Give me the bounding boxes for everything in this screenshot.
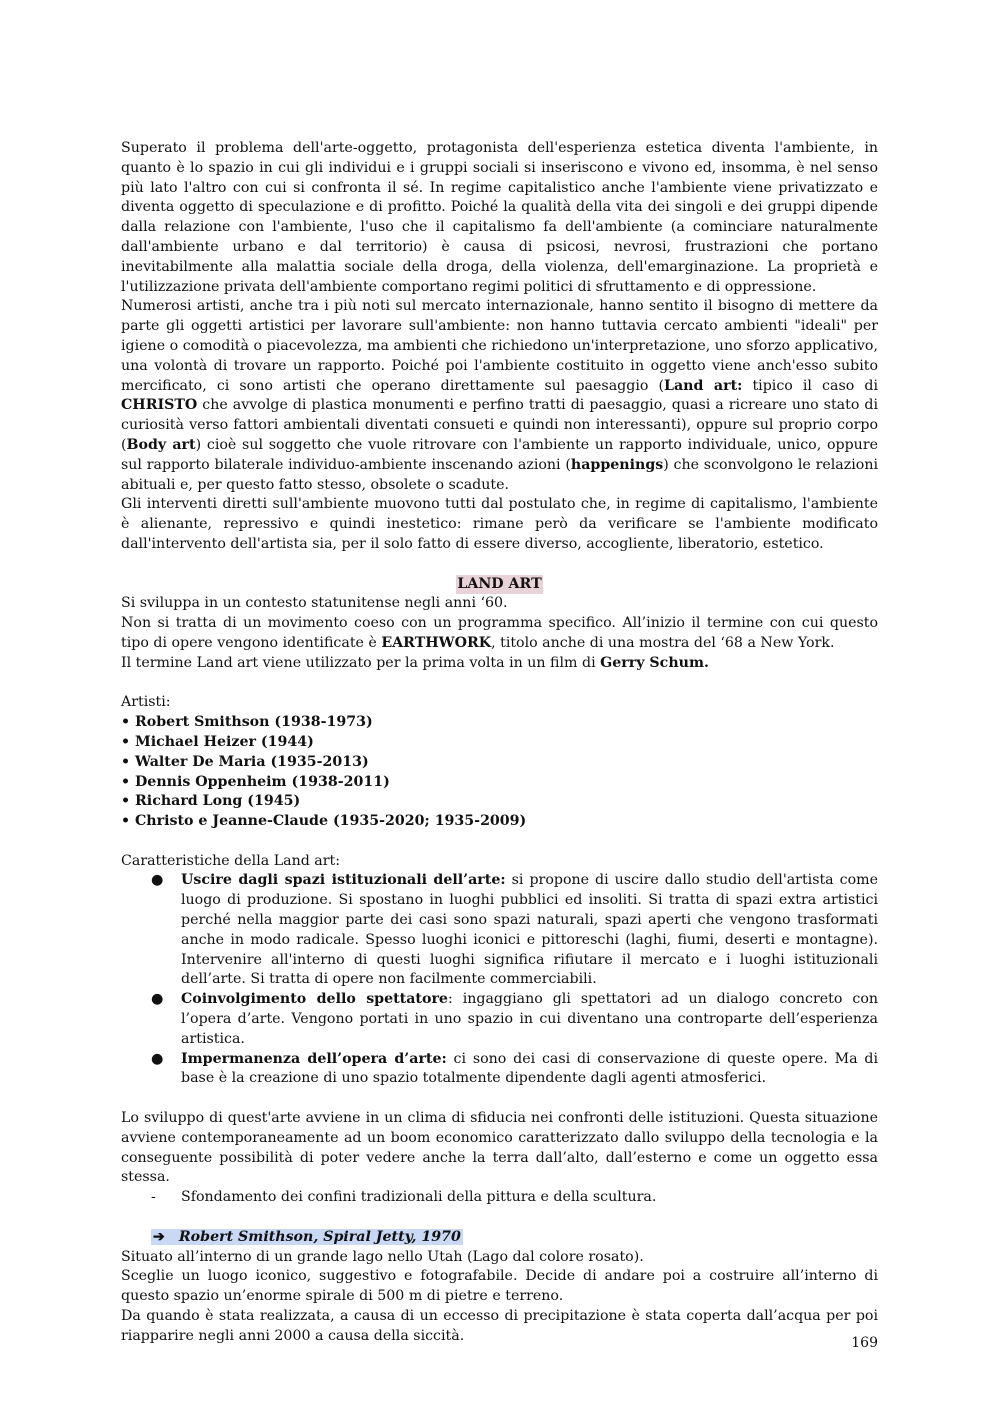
characteristic-title: Uscire dagli spazi istituzionali dell’arte: [181,872,506,889]
text-run: che avvolge di plastica monumenti e perfino tratti di paesaggio, quasi a ricreare uno stato di curiosità verso fattori ambientali diventati consueti e quindi non interessanti), oppure sul proprio corpo ( [121,397,878,453]
spacer [121,1089,878,1109]
intro-paragraph-1: Superato il problema dell'arte-oggetto, protagonista dell'esperienza estetica diventa l'ambiente, in quanto è lo spazio in cui gli individui e i gruppi sociali si inseriscono e vivono ed, insomma, è nel senso più lato l'altro con cui si confronta il sé. In regime capitalistico anche l'ambiente viene privatizzato e diventa oggetto di speculazione e di profitto. Poiché la qualità della vita dei singoli e dei gruppi dipende dalla relazione con l'ambiente, l'uso che il capitalismo fa dell'ambiente (a cominciare naturalmente dall'ambiente urbano e dal territorio) è causa di psicosi, nevrosi, frustrazioni che portano inevitabilmente alla malattia sociale della droga, della violenza, dell'emarginazione. La proprietà e l'utilizzazione privata dell'ambiente comportano regimi politici di sfruttamento e di oppressione. [121,140,878,295]
development-paragraph: Lo sviluppo di quest'arte avviene in un clima di sfiducia nei confronti delle istituzioni. Questa situazione avviene contemporaneamente ad un boom economico caratterizzato dallo sviluppo della tecnologia e la conseguente possibilità di poter vedere anche la terra dall’alto, dall’esterno e come un oggetto essa stessa. [121,1110,878,1186]
spacer [121,1208,878,1228]
section-heading-land-art: LAND ART [456,575,542,595]
land-art-line-1: Si sviluppa in un contesto statunitense negli anni ‘60. [121,595,508,612]
text-run: , titolo anche di una mostra del ‘68 a New York. [491,634,835,651]
artist-item: • Robert Smithson (1938-1973) [121,714,373,731]
characteristic-title: Impermanenza dell’opera d’arte: [181,1050,447,1067]
spiral-jetty-line-1: Situato all’interno di un grande lago nello Utah (Lago dal colore rosato). [121,1248,644,1265]
list-item [121,1188,878,1208]
characteristics-label: Caratteristiche della Land art: [121,852,341,869]
dash-icon: - [151,1189,156,1206]
text-run: ) che sconvolgono le relazioni abituali e, per questo fatto stesso, obsolete o scadute. [121,456,878,493]
dash-item-text: Sfondamento dei confini tradizionali della pittura e della scultura. [181,1189,657,1206]
spacer [121,555,878,575]
land-art-term: Land art: [664,377,743,394]
bullet-icon: ● [151,1050,164,1067]
spiral-jetty-line-3: Da quando è stata realizzata, a causa di un eccesso di precipitazione è stata coperta dall’acqua per poi riapparire negli anni 2000 a causa della siccità. [121,1308,878,1344]
characteristic-text: si propone di uscire dallo studio dell'artista come luogo di produzione. Si spostano in luoghi pubblici ed insoliti. Si tratta di spazi extra artistici perché nella maggior parte dei casi sono spazi naturali, spazi aperti che vengono trasformati anche in modo radicale. Spesso luoghi iconici e pittoreschi (laghi, fiumi, deserti e montagne). Intervenire all'interno di questi luoghi significa rifiutare il mercato e i luoghi istituzionali dell’arte. Si tratta di opere non facilmente commerciabili. [181,872,878,988]
list-item [121,990,878,1049]
characteristic-text: : ingaggiano gli spettatori ad un dialogo concreto con l’opera d’arte. Vengono portati in uno spazio in cui diventano una controparte dell’esperienza artistica. [181,991,878,1047]
artist-item: • Christo e Jeanne-Claude (1935-2020; 1935-2009) [121,813,527,830]
earthwork-term: EARTHWORK [381,634,492,651]
intro-paragraph-2 [121,297,878,495]
artists-label: Artisti: [121,694,171,711]
intro-paragraph-3: Gli interventi diretti sull'ambiente muovono tutti dal postulato che, in regime di capitalismo, l'ambiente è alienante, repressivo e quindi inestetico: rimane però da verificare se l'ambiente modificato dall'intervento dell'artista sia, per il solo fatto di essere diverso, accogliente, liberatorio, estetico. [121,496,878,552]
text-run: Numerosi artisti, anche tra i più noti sul mercato internazionale, hanno sentito il bisogno di mettere da parte gli oggetti artistici per lavorare sull'ambiente: non hanno tuttavia cercato ambienti "ideali" per igiene o comodità o piacevolezza, ma ambienti che richiedono un'interpretazione, uno sforzo applicativo, una volontà di trovare un rapporto. Poiché poi l'ambiente costituito in oggetto viene anch'esso subito mercificato, ci sono artisti che operano direttamente sul paesaggio ( [121,298,878,394]
christo-term: CHRISTO [121,397,198,414]
artist-item: • Walter De Maria (1935-2013) [121,753,369,770]
land-art-line-2 [121,614,878,654]
characteristics-list [121,871,878,1089]
section-heading-wrapper [121,575,878,595]
text-run: Il termine Land art viene utilizzato per la prima volta in un film di [121,654,601,671]
land-art-line-3 [121,654,878,674]
body-text [121,139,878,1347]
arrow-right-icon: ➔ [153,1228,165,1245]
page-number: 169 [851,1335,878,1351]
highlighted-title [151,1229,463,1245]
artist-item: • Michael Heizer (1944) [121,733,314,750]
gerry-schum-term: Gerry Schum. [600,654,709,671]
list-item [121,871,878,990]
body-art-term: Body art [126,436,196,453]
artist-item: • Richard Long (1945) [121,793,301,810]
list-item [121,1050,878,1090]
bullet-icon: ● [151,991,164,1008]
spiral-jetty-line-2: Sceglie un luogo iconico, suggestivo e fotografabile. Decide di andare poi a costruire all’interno di questo spazio un’enorme spirale di 500 m di pietre e terreno. [121,1268,878,1305]
text-run: Non si tratta di un movimento coeso con un programma specifico. All’inizio il termine con cui questo tipo di opere vengono identificate è [121,615,878,651]
text-run: ) cioè sul soggetto che vuole ritrovare con l'ambiente un rapporto individuale, unico, oppure sul rapporto bilaterale individuo-ambiente inscenando azioni ( [121,436,878,473]
characteristic-title: Coinvolgimento dello spettatore [181,991,448,1008]
happenings-term: happenings [570,456,664,473]
work-title-spiral-jetty [121,1228,878,1248]
text-run: tipico il caso di [742,377,878,394]
spacer [121,674,878,694]
work-title-text: Robert Smithson, Spiral Jetty, 1970 [178,1228,461,1245]
characteristic-text: ci sono dei casi di conservazione di queste opere. Ma di base è la creazione di uno spazio totalmente dipendente dagli agenti atmosferici. [181,1050,878,1087]
artist-item: • Dennis Oppenheim (1938-2011) [121,773,390,790]
spacer [121,832,878,852]
bullet-icon: ● [151,872,164,889]
